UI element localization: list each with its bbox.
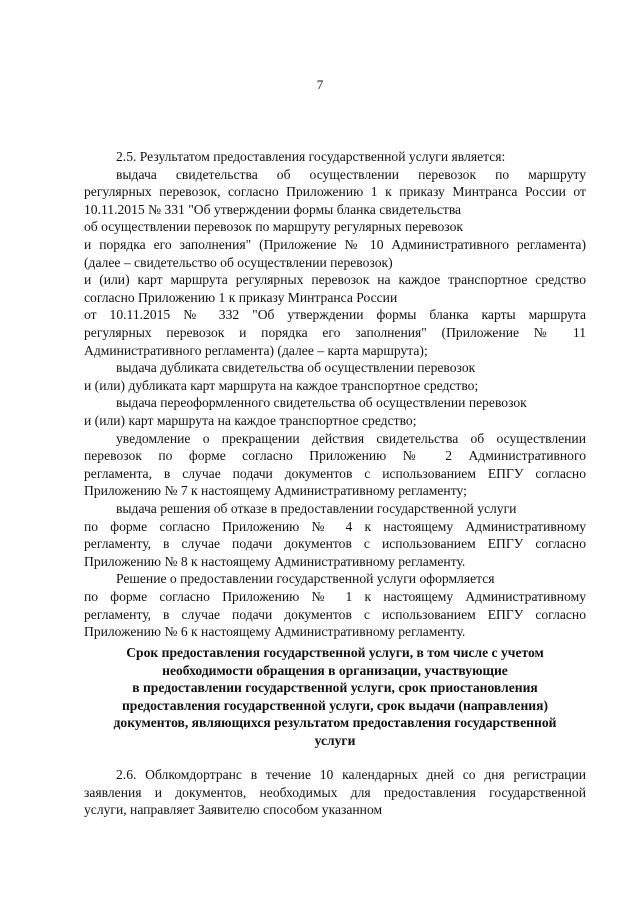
heading-line: необходимости обращения в организации, участвующие [162, 662, 508, 678]
text-line: уведомление о прекращении действия свидетельства об осуществлении [116, 430, 586, 446]
heading-line: предоставления государственной услуги, срок выдачи (направления) [121, 697, 549, 713]
text-line: 2.5. Результатом предоставления государственной услуги является: [116, 149, 506, 164]
text-line: от 10.11.2015 № 332 "Об утверждении формы бланка карты маршрута [84, 307, 586, 323]
text-line: выдача свидетельства об осуществлении перевозок по маршруту [116, 166, 586, 182]
text-line: (далее – свидетельство об осуществлении перевозок) [84, 254, 393, 270]
text-line: и (или) карт маршрута на каждое транспортное средство; [84, 413, 417, 428]
text-line: Приложению № 7 к настоящему Административному регламенту; [84, 483, 467, 499]
text-line: выдача дубликата свидетельства об осуществлении перевозок [116, 360, 476, 376]
text-line: по форме согласно Приложению № 1 к настоящему Административному [84, 589, 586, 604]
text-line: регулярных перевозок, согласно Приложению 1 к приказу Минтранса России от [84, 184, 586, 200]
heading-line: Срок предоставления государственной услуги, в том числе с учетом [126, 645, 544, 660]
text-line: Административного регламента) (далее – карта маршрута); [84, 342, 428, 358]
text-line: 2.6. Облкомдортранс в течение 10 календарных дней со дня регистрации [116, 767, 586, 782]
text-line: по форме согласно Приложению № 4 к настоящему Административному [84, 518, 586, 534]
text-line: заявления и документов, необходимых для предоставления государственной [84, 784, 586, 800]
text-line: выдача переоформленного свидетельства об осуществлении перевозок [116, 395, 527, 411]
text-line: выдача решения об отказе в предоставлении государственной услуги [116, 501, 517, 516]
text-line: регламента, в случае подачи документов с использованием ЕПГУ согласно [84, 465, 586, 481]
text-line: и (или) дубликата карт маршрута на каждое транспортное средство; [84, 377, 479, 393]
text-line: услуги, направляет Заявителю способом указанном [84, 802, 383, 818]
text-line: об осуществлении перевозок по маршруту регулярных перевозок [84, 219, 463, 235]
text-line: Решение о предоставлении государственной услуги оформляется [116, 571, 495, 587]
text-line: и (или) карт маршрута регулярных перевозок на каждое транспортное средство [84, 272, 586, 288]
heading-line: в предоставлении государственной услуги, срок приостановления [132, 680, 538, 696]
text-line: Приложению № 8 к настоящему Административному регламенту. [84, 553, 466, 569]
page-number: 7 [316, 77, 324, 92]
heading-line: документов, являющихся результатом предоставления государственной [113, 715, 557, 731]
text-line: регулярных перевозок и порядка его заполнения" (Приложение № 11 [84, 325, 586, 340]
text-line: перевозок по форме согласно Приложению № 2 Административного [84, 448, 586, 464]
text-line: согласно Приложению 1 к приказу Минтранса России [84, 289, 398, 305]
text-line: Приложению № 6 к настоящему Административному регламенту. [84, 624, 466, 640]
text-line: и порядка его заполнения" (Приложение № 10 Административного регламента) [84, 237, 586, 252]
text-line: регламенту, в случае подачи документов с использованием ЕПГУ согласно [84, 536, 586, 552]
text-line: 10.11.2015 № 331 "Об утверждении формы бланка свидетельства [84, 201, 462, 217]
heading-line: услуги [314, 733, 356, 748]
text-line: регламенту, в случае подачи документов с использованием ЕПГУ согласно [84, 606, 586, 622]
